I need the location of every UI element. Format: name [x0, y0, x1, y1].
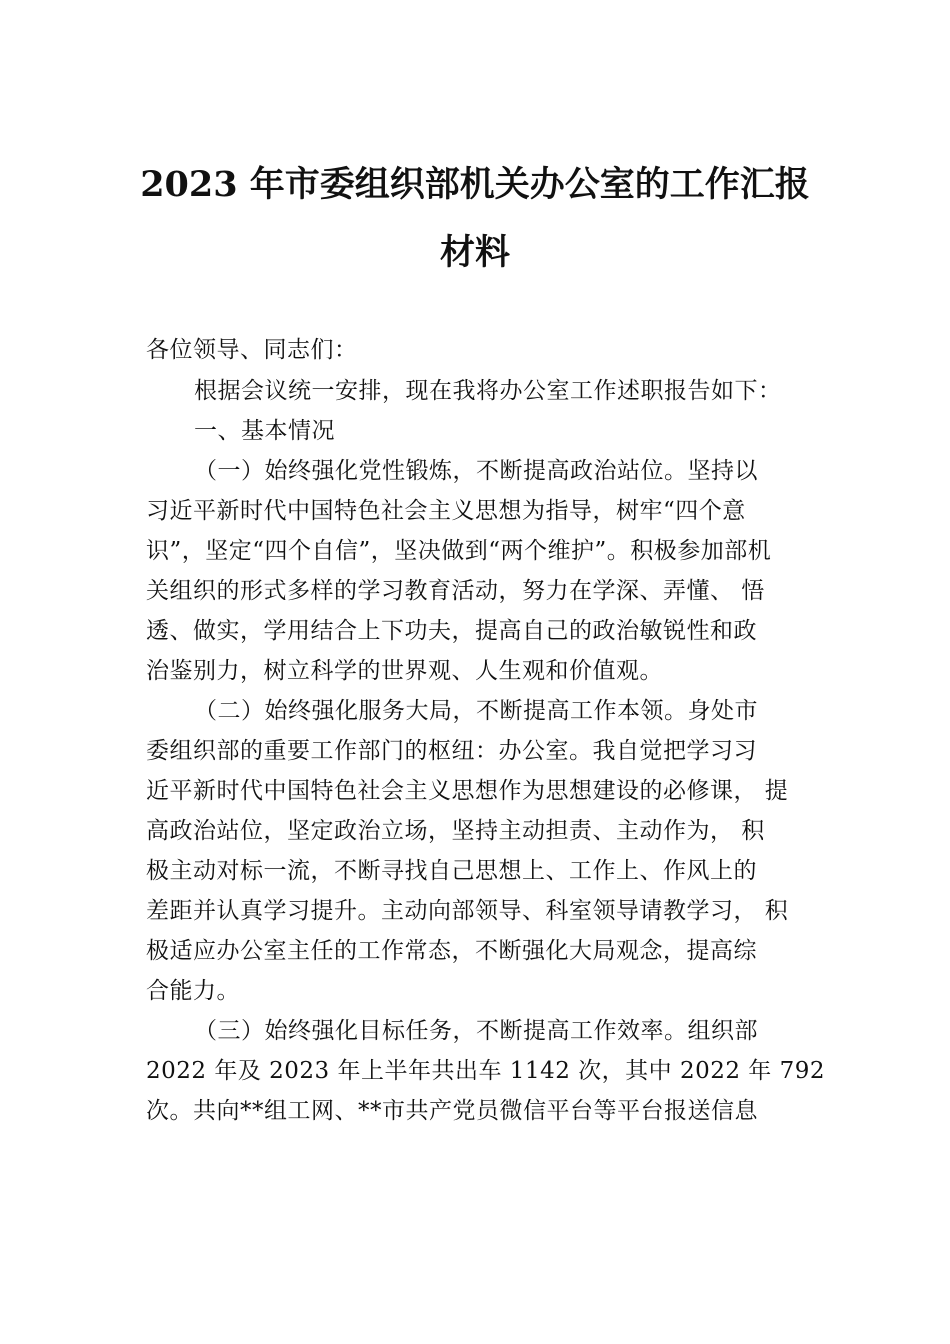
paragraph-line: 极适应办公室主任的工作常态，不断强化大局观念，提高综 — [146, 938, 757, 964]
paragraph-line: 2022 年及 2023 年上半年共出车 1142 次，其中 2022 年 792 — [146, 1058, 826, 1084]
paragraph-line: 关组织的形式多样的学习教育活动，努力在学深、弄懂、 悟 — [146, 578, 765, 604]
document-title-line-2: 材料 — [439, 232, 510, 273]
paragraph-line: 透、做实，学用结合上下功夫，提高自己的政治敏锐性和政 — [146, 618, 757, 644]
intro-paragraph: 根据会议统一安排，现在我将办公室工作述职报告如下： — [194, 378, 782, 404]
paragraph-line: （一）始终强化党性锻炼，不断提高政治站位。坚持以 — [194, 458, 758, 484]
paragraph-line: 委组织部的重要工作部门的枢纽：办公室。我自觉把学习习 — [146, 738, 757, 764]
paragraph-line: 极主动对标一流，不断寻找自己思想上、工作上、作风上的 — [146, 858, 757, 884]
salutation: 各位领导、同志们： — [146, 337, 358, 363]
paragraph-line: 习近平新时代中国特色社会主义思想为指导，树牢“四个意 — [146, 498, 746, 524]
paragraph-line: 高政治站位，坚定政治立场，坚持主动担责、主动作为， 积 — [146, 818, 765, 844]
paragraph-line: 识”，坚定“四个自信”，坚决做到“两个维护”。积极参加部机 — [146, 538, 772, 564]
paragraph-line: 近平新时代中国特色社会主义思想作为思想建设的必修课， 提 — [146, 778, 789, 804]
document-title-line-1: 2023 年市委组织部机关办公室的工作汇报 — [140, 164, 810, 205]
paragraph-line: 次。共向**组工网、**市共产党员微信平台等平台报送信息 — [146, 1098, 758, 1124]
paragraph-line: 治鉴别力，树立科学的世界观、人生观和价值观。 — [146, 658, 663, 684]
section-heading: 一、基本情况 — [194, 418, 335, 444]
paragraph-line: 差距并认真学习提升。主动向部领导、科室领导请教学习， 积 — [146, 898, 789, 924]
paragraph-line: （二）始终强化服务大局，不断提高工作本领。身处市 — [194, 698, 758, 724]
paragraph-line: （三）始终强化目标任务，不断提高工作效率。组织部 — [194, 1018, 758, 1044]
paragraph-line: 合能力。 — [146, 978, 240, 1004]
